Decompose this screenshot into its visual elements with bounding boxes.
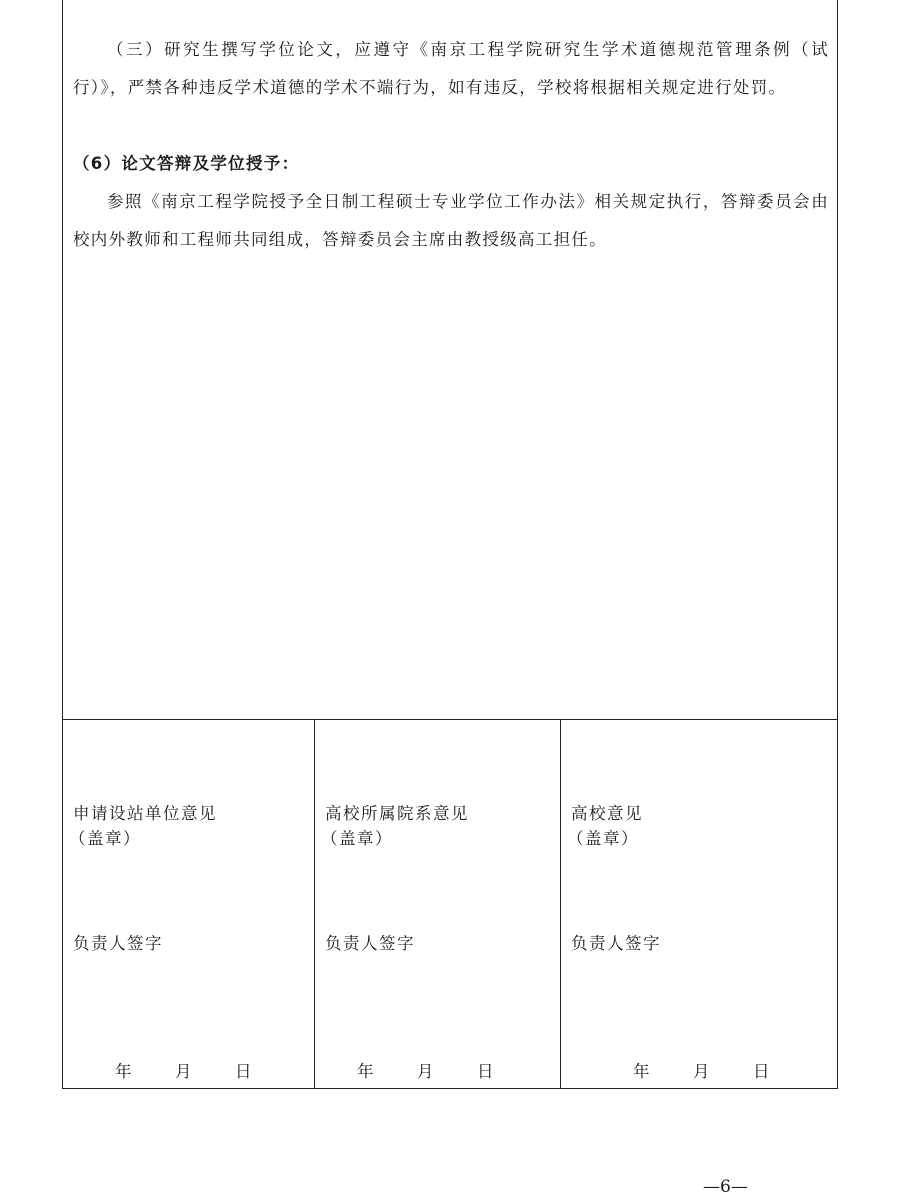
seal-label: （盖章） — [321, 829, 393, 848]
signature-label: 负责人签字 — [571, 934, 661, 953]
month-label: 月 — [693, 1062, 711, 1081]
signature-label: 负责人签字 — [325, 934, 415, 953]
seal-label: （盖章） — [69, 829, 141, 848]
year-label: 年 — [633, 1062, 651, 1081]
date-line — [633, 1058, 771, 1082]
seal-label: （盖章） — [567, 829, 639, 848]
opinion-title: 高校所属院系意见 — [325, 804, 469, 823]
month-label: 月 — [175, 1062, 193, 1081]
opinion-cell-applicant-unit — [63, 720, 315, 1089]
signature-label: 负责人签字 — [73, 934, 163, 953]
year-label: 年 — [357, 1062, 375, 1081]
form-table — [62, 0, 838, 1089]
day-label: 日 — [477, 1062, 495, 1081]
date-line — [115, 1058, 253, 1082]
opinion-cell-department — [315, 720, 561, 1089]
content-cell — [63, 0, 837, 720]
date-line — [357, 1058, 495, 1082]
academic-integrity-paragraph: （三）研究生撰写学位论文，应遵守《南京工程学院研究生学术道德规范管理条例（试行）》，严禁各种违反学术道德的学术不端行为，如有违反，学校将根据相关规定进行处罚。 — [73, 40, 829, 97]
opinion-title: 申请设站单位意见 — [73, 804, 217, 823]
opinion-cell-university — [561, 720, 839, 1089]
day-label: 日 — [753, 1062, 771, 1081]
page-number: —6— — [703, 1177, 748, 1197]
opinion-title: 高校意见 — [571, 804, 643, 823]
defense-section-heading: （6）论文答辩及学位授予： — [73, 154, 300, 173]
defense-paragraph: 参照《南京工程学院授予全日制工程硕士专业学位工作办法》相关规定执行，答辩委员会由校内外教师和工程师共同组成，答辩委员会主席由教授级高工担任。 — [73, 192, 829, 249]
day-label: 日 — [235, 1062, 253, 1081]
year-label: 年 — [115, 1062, 133, 1081]
month-label: 月 — [417, 1062, 435, 1081]
